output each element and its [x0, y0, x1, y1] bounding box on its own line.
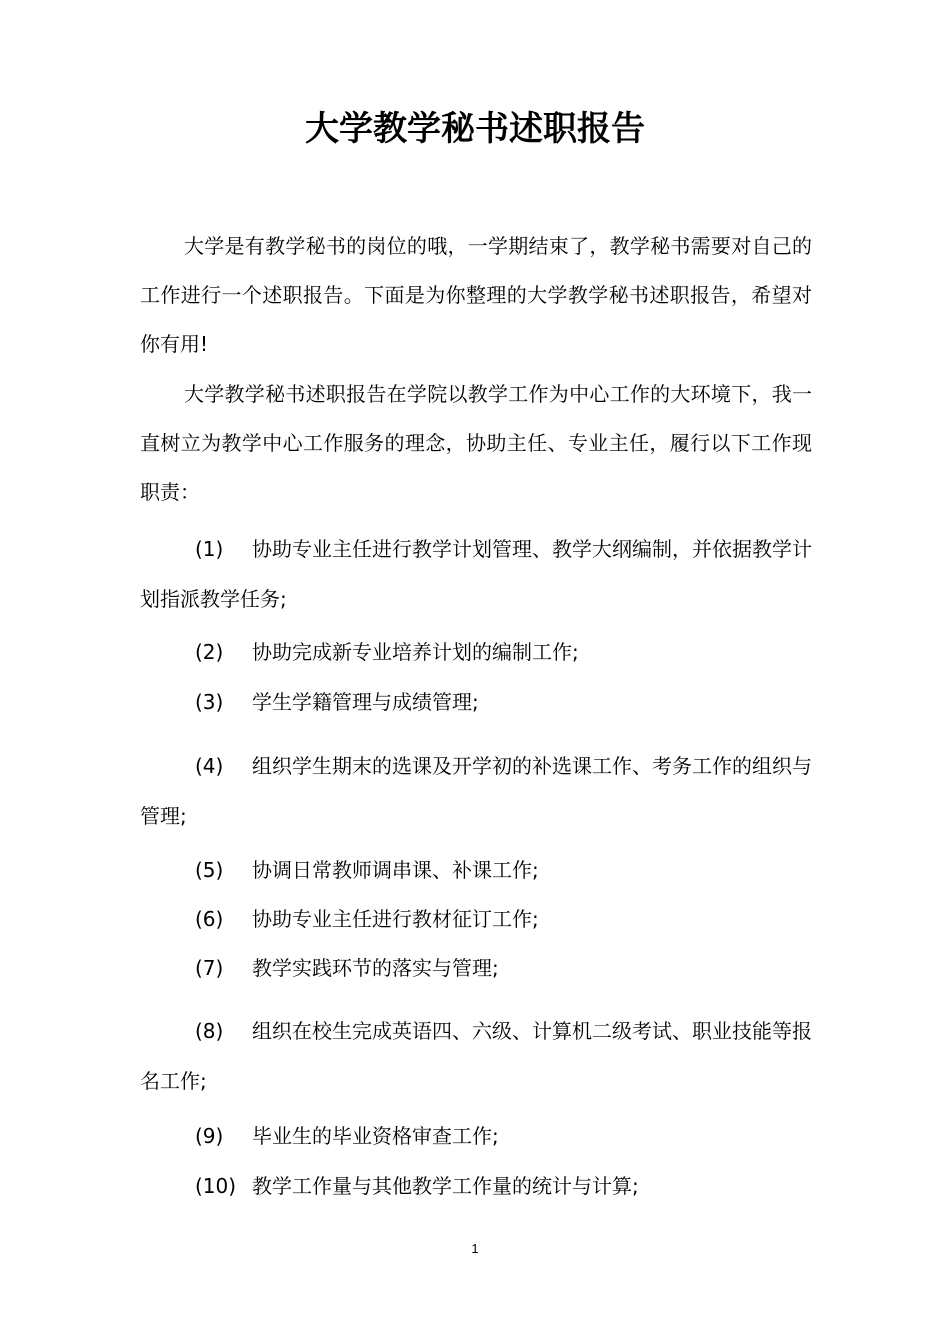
list-item-number: (1)	[195, 537, 224, 561]
list-item	[140, 845, 812, 895]
list-item-text: 协助专业主任进行教学计划管理、教学大纲编制，并依据教学计划指派教学任务;	[140, 537, 812, 611]
list-item	[140, 894, 812, 944]
list-item-number: (9)	[195, 1124, 224, 1148]
list-item	[140, 741, 812, 841]
list-item-number: (10)	[195, 1174, 237, 1198]
list-item	[140, 1161, 812, 1211]
list-item-number: (8)	[195, 1019, 224, 1043]
list-item	[140, 677, 812, 727]
list-item	[140, 627, 812, 677]
list-item-text: 教学工作量与其他教学工作量的统计与计算;	[252, 1174, 639, 1198]
list-item-number: (3)	[195, 690, 224, 714]
list-item-number: (2)	[195, 640, 224, 664]
list-item	[140, 524, 812, 624]
list-item-text: 协调日常教师调串课、补课工作;	[252, 858, 539, 882]
list-item	[140, 1111, 812, 1161]
list-item	[140, 1006, 812, 1106]
page-number: 1	[471, 1241, 479, 1256]
list-item-number: (6)	[195, 907, 224, 931]
list-item-text: 教学实践环节的落实与管理;	[252, 956, 499, 980]
list-item-number: (5)	[195, 858, 224, 882]
list-item-number: (4)	[195, 754, 224, 778]
list-item-text: 组织学生期末的选课及开学初的补选课工作、考务工作的组织与管理;	[140, 754, 812, 828]
intro-paragraph: 大学是有教学秘书的岗位的哦，一学期结束了，教学秘书需要对自己的工作进行一个述职报告。下面是为你整理的大学教学秘书述职报告，希望对你有用!	[140, 234, 812, 356]
page-title: 大学教学秘书述职报告	[305, 109, 645, 149]
body-paragraph: 大学教学秘书述职报告在学院以教学工作为中心工作的大环境下，我一直树立为教学中心工作服务的理念，协助主任、专业主任，履行以下工作现职责：	[140, 382, 812, 504]
list-item-text: 学生学籍管理与成绩管理;	[252, 690, 479, 714]
list-item-text: 协助专业主任进行教材征订工作;	[252, 907, 539, 931]
list-item-number: (7)	[195, 956, 224, 980]
list-item	[140, 943, 812, 993]
list-item-text: 协助完成新专业培养计划的编制工作;	[252, 640, 579, 664]
list-item-text: 组织在校生完成英语四、六级、计算机二级考试、职业技能等报名工作;	[140, 1019, 812, 1093]
list-item-text: 毕业生的毕业资格审查工作;	[252, 1124, 499, 1148]
